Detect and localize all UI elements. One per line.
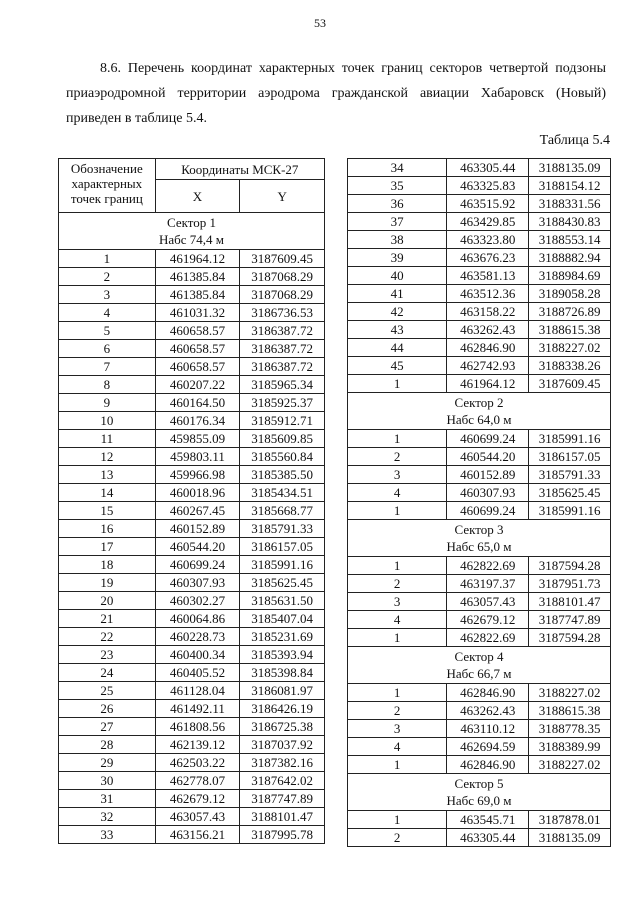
- table-row: [348, 756, 611, 774]
- y-coordinate: 3188135.09: [529, 159, 611, 177]
- x-coordinate: 462846.90: [447, 756, 529, 774]
- table-row: [59, 412, 325, 430]
- x-coordinate: 463581.13: [447, 267, 529, 285]
- x-coordinate: 463323.80: [447, 231, 529, 249]
- sector-label: [348, 520, 611, 557]
- x-coordinate: 463429.85: [447, 213, 529, 231]
- table-row: [59, 304, 325, 322]
- x-coordinate: 463515.92: [447, 195, 529, 213]
- table-row: [348, 159, 611, 177]
- y-coordinate: 3187609.45: [240, 250, 325, 268]
- y-coordinate: 3185407.04: [240, 610, 325, 628]
- y-coordinate: 3188227.02: [529, 756, 611, 774]
- point-number: 10: [59, 412, 156, 430]
- point-number: 11: [59, 430, 156, 448]
- x-coordinate: 462679.12: [155, 790, 240, 808]
- table-row: [59, 322, 325, 340]
- y-coordinate: 3188227.02: [529, 339, 611, 357]
- table-row: [59, 520, 325, 538]
- point-number: 3: [348, 593, 447, 611]
- point-number: 40: [348, 267, 447, 285]
- y-coordinate: 3186387.72: [240, 340, 325, 358]
- y-coordinate: 3187382.16: [240, 754, 325, 772]
- y-coordinate: 3185398.84: [240, 664, 325, 682]
- x-coordinate: 460699.24: [447, 430, 529, 448]
- x-coordinate: 461385.84: [155, 286, 240, 304]
- x-coordinate: 463676.23: [447, 249, 529, 267]
- table-row: [348, 321, 611, 339]
- y-coordinate: 3188430.83: [529, 213, 611, 231]
- coordinates-header: Координаты МСК-27: [155, 159, 324, 180]
- table-row: [348, 684, 611, 702]
- x-coordinate: 463305.44: [447, 829, 529, 847]
- y-header: Y: [240, 180, 325, 213]
- point-number: 32: [59, 808, 156, 826]
- y-coordinate: 3185912.71: [240, 412, 325, 430]
- table-row: [348, 829, 611, 847]
- y-coordinate: 3186387.72: [240, 358, 325, 376]
- table-row: [348, 213, 611, 231]
- x-coordinate: 463057.43: [155, 808, 240, 826]
- sector-label: [59, 213, 325, 250]
- table-row: [59, 394, 325, 412]
- y-coordinate: 3185560.84: [240, 448, 325, 466]
- table-row: [348, 339, 611, 357]
- y-coordinate: 3187609.45: [529, 375, 611, 393]
- x-coordinate: 460064.86: [155, 610, 240, 628]
- point-number: 24: [59, 664, 156, 682]
- x-coordinate: 462778.07: [155, 772, 240, 790]
- y-coordinate: 3189058.28: [529, 285, 611, 303]
- point-number: 26: [59, 700, 156, 718]
- table-row: [348, 195, 611, 213]
- point-number: 1: [348, 629, 447, 647]
- x-coordinate: 460228.73: [155, 628, 240, 646]
- point-number: 8: [59, 376, 156, 394]
- y-coordinate: 3186426.19: [240, 700, 325, 718]
- x-coordinate: 463156.21: [155, 826, 240, 844]
- x-coordinate: 460658.57: [155, 358, 240, 376]
- y-coordinate: 3188101.47: [240, 808, 325, 826]
- x-coordinate: 461964.12: [447, 375, 529, 393]
- point-number: 20: [59, 592, 156, 610]
- x-coordinate: 463262.43: [447, 321, 529, 339]
- point-number: 2: [348, 829, 447, 847]
- x-coordinate: 460544.20: [447, 448, 529, 466]
- y-coordinate: 3187594.28: [529, 629, 611, 647]
- x-coordinate: 461808.56: [155, 718, 240, 736]
- y-coordinate: 3187594.28: [529, 557, 611, 575]
- table-row: [59, 700, 325, 718]
- x-coordinate: 462822.69: [447, 557, 529, 575]
- table-row: [59, 664, 325, 682]
- x-coordinate: 459855.09: [155, 430, 240, 448]
- y-coordinate: 3185991.16: [529, 502, 611, 520]
- point-number: 19: [59, 574, 156, 592]
- sector-row: [348, 774, 611, 811]
- x-coordinate: 463325.83: [447, 177, 529, 195]
- y-coordinate: 3185791.33: [240, 520, 325, 538]
- x-coordinate: 461385.84: [155, 268, 240, 286]
- x-coordinate: 460658.57: [155, 322, 240, 340]
- x-coordinate: 461492.11: [155, 700, 240, 718]
- y-coordinate: 3185625.45: [529, 484, 611, 502]
- table-row: [348, 502, 611, 520]
- x-coordinate: 462822.69: [447, 629, 529, 647]
- point-number: 3: [348, 720, 447, 738]
- table-row: [59, 268, 325, 286]
- point-number: 34: [348, 159, 447, 177]
- y-coordinate: 3188135.09: [529, 829, 611, 847]
- table-row: [59, 448, 325, 466]
- sector-height: Набс 65,0 м: [446, 539, 512, 554]
- point-number: 4: [348, 484, 447, 502]
- table-row: [59, 646, 325, 664]
- section-heading: [66, 56, 606, 131]
- x-coordinate: 463057.43: [447, 593, 529, 611]
- x-coordinate: 460267.45: [155, 502, 240, 520]
- table-row: [59, 718, 325, 736]
- x-coordinate: 460307.93: [155, 574, 240, 592]
- y-coordinate: 3186157.05: [240, 538, 325, 556]
- sector-name: Сектор 3: [454, 522, 504, 537]
- y-coordinate: 3185991.16: [240, 556, 325, 574]
- y-coordinate: 3188726.89: [529, 303, 611, 321]
- point-number: 42: [348, 303, 447, 321]
- sector-name: Сектор 5: [454, 776, 504, 791]
- y-coordinate: 3188778.35: [529, 720, 611, 738]
- table-row: [59, 610, 325, 628]
- table-row: [348, 575, 611, 593]
- table-row: [348, 720, 611, 738]
- table-row: [348, 448, 611, 466]
- x-coordinate: 460307.93: [447, 484, 529, 502]
- y-coordinate: 3185991.16: [529, 430, 611, 448]
- x-coordinate: 462679.12: [447, 611, 529, 629]
- table-row: [59, 484, 325, 502]
- table-row: [59, 430, 325, 448]
- point-number: 7: [59, 358, 156, 376]
- x-coordinate: 462846.90: [447, 339, 529, 357]
- point-number: 6: [59, 340, 156, 358]
- table-row: [348, 357, 611, 375]
- point-number: 4: [348, 738, 447, 756]
- point-number: 1: [348, 430, 447, 448]
- point-number: 37: [348, 213, 447, 231]
- table-row: [59, 736, 325, 754]
- point-number: 1: [59, 250, 156, 268]
- point-number: 1: [348, 811, 447, 829]
- table-row: [59, 466, 325, 484]
- y-coordinate: 3185434.51: [240, 484, 325, 502]
- table-row: [59, 790, 325, 808]
- sector-row: [348, 647, 611, 684]
- sector-label: [348, 647, 611, 684]
- table-row: [348, 177, 611, 195]
- table-row: [59, 556, 325, 574]
- y-coordinate: 3188389.99: [529, 738, 611, 756]
- y-coordinate: 3185231.69: [240, 628, 325, 646]
- table-row: [59, 808, 325, 826]
- x-coordinate: 460018.96: [155, 484, 240, 502]
- sector-height: Набс 66,7 м: [446, 666, 512, 681]
- table-caption: Таблица 5.4: [539, 133, 610, 148]
- sector-row: [348, 393, 611, 430]
- y-coordinate: 3186081.97: [240, 682, 325, 700]
- coordinates-table-left: [58, 158, 325, 844]
- point-number: 23: [59, 646, 156, 664]
- sector-name: Сектор 1: [166, 215, 216, 230]
- table-row: [348, 303, 611, 321]
- y-coordinate: 3186157.05: [529, 448, 611, 466]
- table-row: [348, 811, 611, 829]
- table-row: [348, 430, 611, 448]
- point-number: 39: [348, 249, 447, 267]
- y-coordinate: 3187995.78: [240, 826, 325, 844]
- x-coordinate: 463197.37: [447, 575, 529, 593]
- sector-row: [348, 520, 611, 557]
- y-coordinate: 3187642.02: [240, 772, 325, 790]
- y-coordinate: 3188227.02: [529, 684, 611, 702]
- table-row: [348, 611, 611, 629]
- x-coordinate: 461964.12: [155, 250, 240, 268]
- y-coordinate: 3188553.14: [529, 231, 611, 249]
- point-number: 21: [59, 610, 156, 628]
- point-number: 36: [348, 195, 447, 213]
- table-row: [348, 484, 611, 502]
- y-coordinate: 3187747.89: [529, 611, 611, 629]
- table-row: [59, 682, 325, 700]
- table-row: [59, 754, 325, 772]
- point-number: 4: [59, 304, 156, 322]
- point-number: 12: [59, 448, 156, 466]
- x-coordinate: 459966.98: [155, 466, 240, 484]
- sector-name: Сектор 2: [454, 395, 504, 410]
- table-row: [59, 250, 325, 268]
- point-number: 5: [59, 322, 156, 340]
- x-coordinate: 460658.57: [155, 340, 240, 358]
- x-coordinate: 463545.71: [447, 811, 529, 829]
- sector-label: [348, 393, 611, 430]
- y-coordinate: 3185393.94: [240, 646, 325, 664]
- point-number: 1: [348, 375, 447, 393]
- x-coordinate: 462503.22: [155, 754, 240, 772]
- point-number: 44: [348, 339, 447, 357]
- coordinates-table-right: [347, 158, 611, 847]
- y-coordinate: 3186725.38: [240, 718, 325, 736]
- point-number: 35: [348, 177, 447, 195]
- table-row: [348, 629, 611, 647]
- y-coordinate: 3188338.26: [529, 357, 611, 375]
- x-coordinate: 463158.22: [447, 303, 529, 321]
- point-number: 1: [348, 684, 447, 702]
- x-coordinate: 460152.89: [155, 520, 240, 538]
- y-coordinate: 3185625.45: [240, 574, 325, 592]
- point-number: 22: [59, 628, 156, 646]
- y-coordinate: 3187878.01: [529, 811, 611, 829]
- x-coordinate: 463512.36: [447, 285, 529, 303]
- y-coordinate: 3185631.50: [240, 592, 325, 610]
- point-number: 2: [348, 448, 447, 466]
- y-coordinate: 3185609.85: [240, 430, 325, 448]
- table-row: [348, 557, 611, 575]
- x-coordinate: 460302.27: [155, 592, 240, 610]
- x-coordinate: 460176.34: [155, 412, 240, 430]
- point-number: 1: [348, 502, 447, 520]
- table-row: [59, 502, 325, 520]
- sector-height: Набс 74,4 м: [158, 232, 225, 247]
- x-coordinate: 462694.59: [447, 738, 529, 756]
- table-row: [59, 538, 325, 556]
- x-coordinate: 461128.04: [155, 682, 240, 700]
- table-row: [348, 285, 611, 303]
- point-number: 2: [348, 702, 447, 720]
- x-coordinate: 460400.34: [155, 646, 240, 664]
- y-coordinate: 3188331.56: [529, 195, 611, 213]
- y-coordinate: 3188882.94: [529, 249, 611, 267]
- x-coordinate: 460405.52: [155, 664, 240, 682]
- point-number: 28: [59, 736, 156, 754]
- point-number: 45: [348, 357, 447, 375]
- sector-height: Набс 69,0 м: [446, 793, 512, 808]
- x-coordinate: 463262.43: [447, 702, 529, 720]
- point-number: 43: [348, 321, 447, 339]
- table-row: [59, 574, 325, 592]
- point-number: 25: [59, 682, 156, 700]
- point-number: 4: [348, 611, 447, 629]
- x-coordinate: 460699.24: [447, 502, 529, 520]
- point-number: 1: [348, 557, 447, 575]
- x-coordinate: 459803.11: [155, 448, 240, 466]
- x-coordinate: 460207.22: [155, 376, 240, 394]
- table-row: [59, 358, 325, 376]
- y-coordinate: 3188154.12: [529, 177, 611, 195]
- point-number: 17: [59, 538, 156, 556]
- y-coordinate: 3188984.69: [529, 267, 611, 285]
- y-coordinate: 3187951.73: [529, 575, 611, 593]
- y-coordinate: 3187747.89: [240, 790, 325, 808]
- y-coordinate: 3187037.92: [240, 736, 325, 754]
- sector-name: Сектор 4: [454, 649, 504, 664]
- point-number: 31: [59, 790, 156, 808]
- point-number: 38: [348, 231, 447, 249]
- table-row: [59, 286, 325, 304]
- y-coordinate: 3187068.29: [240, 286, 325, 304]
- x-coordinate: 462139.12: [155, 736, 240, 754]
- point-number: 3: [59, 286, 156, 304]
- table-row: [348, 267, 611, 285]
- table-row: [59, 592, 325, 610]
- point-number: 30: [59, 772, 156, 790]
- point-number: 2: [59, 268, 156, 286]
- table-row: [59, 628, 325, 646]
- point-number: 2: [348, 575, 447, 593]
- x-coordinate: 463110.12: [447, 720, 529, 738]
- point-number: 1: [348, 756, 447, 774]
- sector-row: [59, 213, 325, 250]
- page-number: 53: [314, 16, 326, 30]
- x-coordinate: 460544.20: [155, 538, 240, 556]
- point-number: 33: [59, 826, 156, 844]
- point-number: 27: [59, 718, 156, 736]
- sector-height: Набс 64,0 м: [446, 412, 512, 427]
- x-coordinate: 463305.44: [447, 159, 529, 177]
- y-coordinate: 3185385.50: [240, 466, 325, 484]
- point-number: 41: [348, 285, 447, 303]
- y-coordinate: 3185668.77: [240, 502, 325, 520]
- x-coordinate: 462742.93: [447, 357, 529, 375]
- designation-header: Обозначение характерных точек границ: [59, 159, 156, 213]
- y-coordinate: 3185925.37: [240, 394, 325, 412]
- table-row: [348, 466, 611, 484]
- point-number: 14: [59, 484, 156, 502]
- table-row: [348, 738, 611, 756]
- point-number: 18: [59, 556, 156, 574]
- heading-text: 8.6. Перечень координат характерных точек границ секторов четвертой подзоны приаэродромной территории аэродрома гражданской авиации Хабаровск (Новый) приведен в таблице 5.4.: [66, 61, 606, 126]
- y-coordinate: 3185965.34: [240, 376, 325, 394]
- table-row: [348, 375, 611, 393]
- x-coordinate: 462846.90: [447, 684, 529, 702]
- y-coordinate: 3188101.47: [529, 593, 611, 611]
- y-coordinate: 3186736.53: [240, 304, 325, 322]
- table-row: [348, 231, 611, 249]
- point-number: 9: [59, 394, 156, 412]
- point-number: 29: [59, 754, 156, 772]
- y-coordinate: 3185791.33: [529, 466, 611, 484]
- point-number: 15: [59, 502, 156, 520]
- table-row: [348, 249, 611, 267]
- x-coordinate: 461031.32: [155, 304, 240, 322]
- table-header-row: [59, 159, 325, 180]
- table-row: [348, 593, 611, 611]
- table-row: [348, 702, 611, 720]
- point-number: 3: [348, 466, 447, 484]
- x-coordinate: 460152.89: [447, 466, 529, 484]
- y-coordinate: 3188615.38: [529, 702, 611, 720]
- y-coordinate: 3188615.38: [529, 321, 611, 339]
- table-row: [59, 340, 325, 358]
- y-coordinate: 3187068.29: [240, 268, 325, 286]
- point-number: 16: [59, 520, 156, 538]
- point-number: 13: [59, 466, 156, 484]
- table-row: [59, 376, 325, 394]
- table-row: [59, 772, 325, 790]
- x-coordinate: 460699.24: [155, 556, 240, 574]
- x-header: X: [155, 180, 240, 213]
- x-coordinate: 460164.50: [155, 394, 240, 412]
- table-row: [59, 826, 325, 844]
- y-coordinate: 3186387.72: [240, 322, 325, 340]
- sector-label: [348, 774, 611, 811]
